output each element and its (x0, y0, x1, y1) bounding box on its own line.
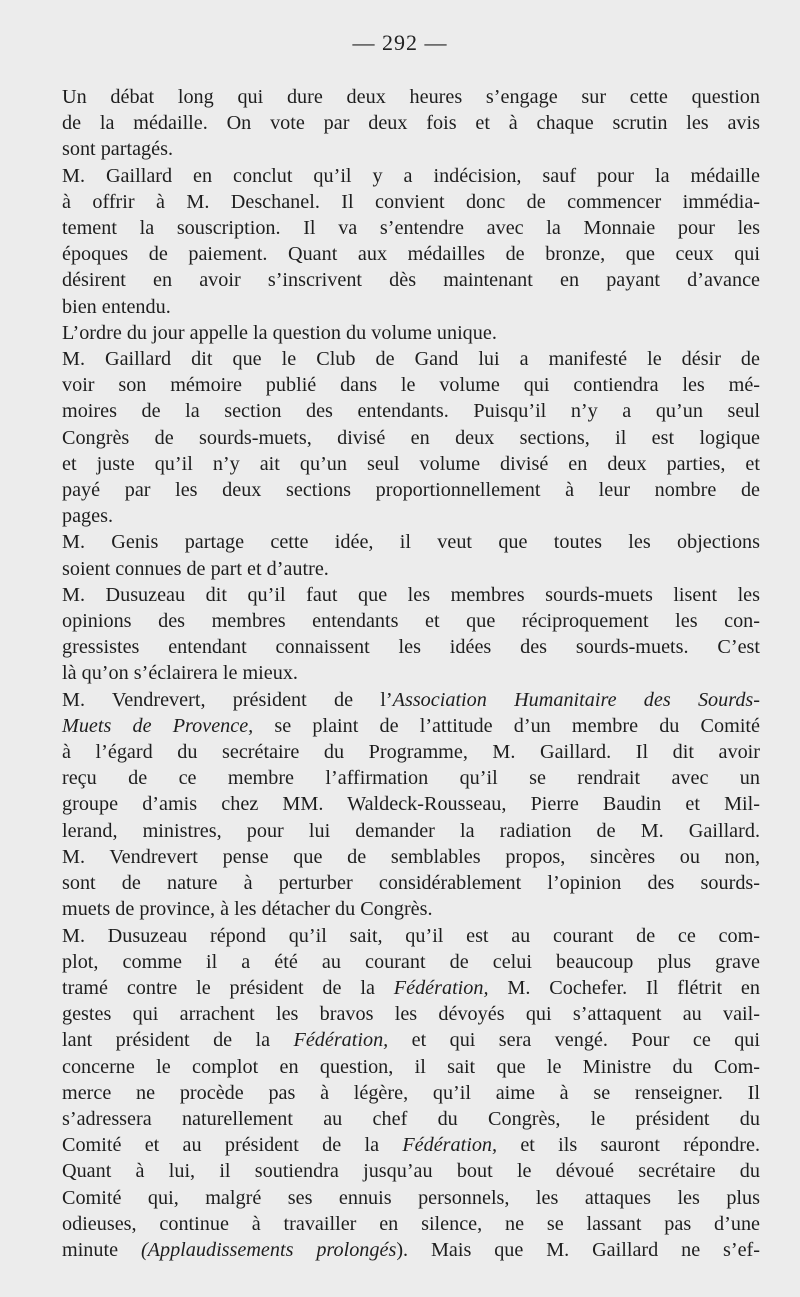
federation-italic: Fédération, (393, 976, 489, 999)
text-line: bien entendu. (62, 295, 171, 318)
text-line (62, 687, 760, 713)
text-line: sont partagés. (62, 138, 174, 161)
text-line: M. Dusuzeau répond qu’il sait, qu’il est au courant de ce com- (62, 924, 760, 947)
text-line: de la médaille. On vote par deux fois et à chaque scrutin les avis (62, 112, 760, 135)
text-line: M. Gaillard dit que le Club de Gand lui a manifesté le désir de (62, 348, 760, 371)
text-line: merce ne procède pas à légère, qu’il aime à se renseigner. Il (62, 1081, 760, 1104)
text-line: lerand, ministres, pour lui demander la radiation de M. Gaillard. (62, 819, 760, 842)
paragraph-8 (62, 923, 760, 1264)
text-line: pages. (62, 505, 114, 528)
text-segment: lant président de la (62, 1029, 294, 1052)
text-line (62, 1237, 760, 1263)
paragraph-2 (62, 163, 760, 320)
text-line: Quant à lui, il soutiendra jusqu’au bout le dévoué secrétaire du (62, 1160, 760, 1183)
text-segment: minute (62, 1238, 141, 1261)
text-line: désirent en avoir s’inscrivent dès maintenant en payant d’avance (62, 269, 760, 292)
text-line: plot, comme il a été au courant de celui beaucoup plus grave (62, 950, 760, 973)
text-line: opinions des membres entendants et que réciproquement les con- (62, 610, 760, 633)
text-line: voir son mémoire publié dans le volume qui contiendra les mé- (62, 374, 760, 397)
association-name-italic: Muets de Provence, (62, 714, 254, 737)
text-line: à offrir à M. Deschanel. Il convient donc de commencer immédia- (62, 190, 760, 213)
text-line: M. Genis partage cette idée, il veut que toutes les objections (62, 531, 760, 554)
text-line: odieuses, continue à travailler en silence, ne se lassant pas d’une (62, 1212, 760, 1235)
paragraph-3 (62, 320, 760, 346)
association-name-italic: Association Humanitaire des Sourds- (392, 688, 760, 711)
text-line (62, 1132, 760, 1158)
text-segment: ). Mais que M. Gaillard ne s’ef- (396, 1238, 760, 1261)
text-line: Comité qui, malgré ses ennuis personnels, les attaques les plus (62, 1186, 760, 1209)
text-line: groupe d’amis chez MM. Waldeck-Rousseau, Pierre Baudin et Mil- (62, 793, 760, 816)
text-line: et juste qu’il n’y ait qu’un seul volume divisé en deux parties, et (62, 452, 760, 475)
text-line (62, 1027, 760, 1053)
text-segment: et ils sauront répondre. (497, 1134, 761, 1157)
text-line: époques de paiement. Quant aux médailles de bronze, que ceux qui (62, 243, 760, 266)
federation-italic: Fédération, (293, 1029, 389, 1052)
body-text (62, 84, 760, 1263)
text-line: soient connues de part et d’autre. (62, 557, 329, 580)
applause-italic: (Applaudissements prolongés (140, 1238, 397, 1261)
text-segment: se plaint de l’attitude d’un membre du Comité (253, 714, 760, 737)
text-segment: et qui sera vengé. Pour ce qui (388, 1029, 760, 1052)
paragraph-5 (62, 529, 760, 581)
text-line: gestes qui arrachent les bravos les dévoyés qui s’attaquent au vail- (62, 1003, 760, 1026)
text-line: Un débat long qui dure deux heures s’engage sur cette question (62, 86, 760, 108)
text-line: L’ordre du jour appelle la question du volume unique. (62, 321, 497, 344)
paragraph-1 (62, 84, 760, 163)
paragraph-7 (62, 687, 760, 923)
text-line: concerne le complot en question, il sait que le Ministre du Com- (62, 1055, 760, 1078)
text-segment: Comité et au président de la (62, 1134, 403, 1157)
text-line: là qu’on s’éclairera le mieux. (62, 662, 298, 685)
page-number: — 292 — (352, 30, 448, 55)
paragraph-6 (62, 582, 760, 687)
federation-italic: Fédération, (402, 1134, 498, 1157)
text-segment: tramé contre le président de la (62, 976, 394, 999)
text-line (62, 713, 760, 739)
text-line: s’adressera naturellement au chef du Congrès, le président du (62, 1107, 760, 1130)
text-line: muets de province, à les détacher du Congrès. (62, 898, 433, 921)
text-line (62, 975, 760, 1001)
text-line: moires de la section des entendants. Puisqu’il n’y a qu’un seul (62, 400, 760, 423)
text-line: reçu de ce membre l’affirmation qu’il se rendrait avec un (62, 767, 760, 790)
text-line: M. Vendrevert pense que de semblables propos, sincères ou non, (62, 845, 760, 868)
text-line: tement la souscription. Il va s’entendre avec la Monnaie pour les (62, 217, 760, 240)
text-line: à l’égard du secrétaire du Programme, M. Gaillard. Il dit avoir (62, 741, 760, 764)
text-line: Congrès de sourds-muets, divisé en deux sections, il est logique (62, 426, 760, 449)
text-segment: M. Vendrevert, président de l’ (62, 688, 393, 711)
text-line: payé par les deux sections proportionnellement à leur nombre de (62, 479, 760, 502)
text-segment: M. Cochefer. Il flétrit en (488, 976, 760, 999)
text-line: gressistes entendant connaissent les idées des sourds-muets. C’est (62, 636, 760, 659)
text-line: sont de nature à perturber considérablement l’opinion des sourds- (62, 872, 760, 895)
paragraph-4 (62, 346, 760, 529)
text-line: M. Dusuzeau dit qu’il faut que les membres sourds-muets lisent les (62, 583, 760, 606)
text-line: M. Gaillard en conclut qu’il y a indécision, sauf pour la médaille (62, 164, 760, 187)
